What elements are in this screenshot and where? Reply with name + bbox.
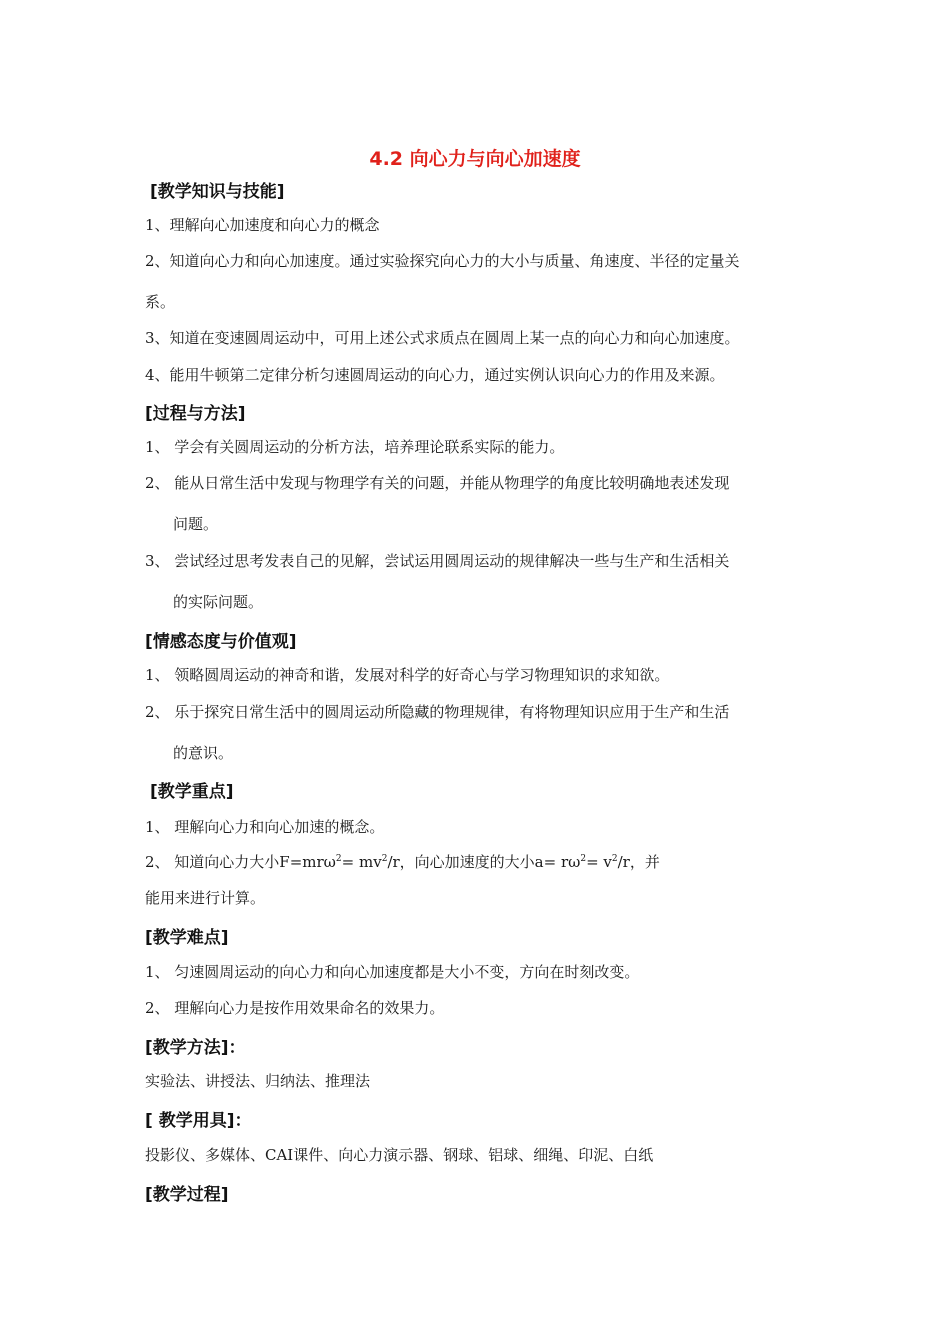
formula-suffix: /r，并 <box>617 853 660 871</box>
knowledge-item-1: 1、理解向心加速度和向心力的概念 <box>145 216 380 234</box>
knowledge-item-3: 3、知道在变速圆周运动中，可用上述公式求质点在圆周上某一点的向心力和向心加速度。 <box>145 329 740 347</box>
difficulty-item-1: 1、 匀速圆周运动的向心力和向心加速度都是大小不变，方向在时刻改变。 <box>145 963 640 981</box>
formula-force-mv: = mv <box>341 853 382 871</box>
formula-acceleration: /r，向心加速度的大小a= rω <box>387 853 581 871</box>
heading-knowledge-skills: [教学知识与技能] <box>150 182 285 202</box>
key-point-item-1: 1、 理解向心力和向心加速的概念。 <box>145 818 385 836</box>
knowledge-item-2: 2、知道向心力和向心加速度。通过实验探究向心力的大小与质量、角速度、半径的定量关 <box>145 252 740 270</box>
emotion-item-1: 1、 领略圆周运动的神奇和谐，发展对科学的好奇心与学习物理知识的求知欲。 <box>145 666 670 684</box>
key-point-item-2 <box>145 851 660 872</box>
process-item-1: 1、 学会有关圆周运动的分析方法，培养理论联系实际的能力。 <box>145 438 565 456</box>
teaching-methods-text: 实验法、讲授法、归纳法、推理法 <box>145 1072 371 1090</box>
heading-key-points: [教学重点] <box>150 782 234 802</box>
emotion-item-2: 2、 乐于探究日常生活中的圆周运动所隐藏的物理规律，有将物理知识应用于生产和生活 <box>145 703 730 721</box>
process-item-3: 3、 尝试经过思考发表自己的见解，尝试运用圆周运动的规律解决一些与生产和生活相关 <box>145 552 730 570</box>
page-title: 4.2 向心力与向心加速度 <box>369 148 581 170</box>
heading-teaching-tools: [ 教学用具]： <box>145 1111 252 1131</box>
key-point-item-2-continued: 能用来进行计算。 <box>145 889 266 907</box>
superscript-2: 2 <box>580 854 587 864</box>
heading-process-methods: [过程与方法] <box>145 404 246 424</box>
knowledge-item-2-continued: 系。 <box>145 293 176 311</box>
teaching-tools-text: 投影仪、多媒体、CAI课件、向心力演示器、钢球、铝球、细绳、印泥、白纸 <box>145 1146 654 1164</box>
heading-emotion-values: [情感态度与价值观] <box>145 632 297 652</box>
knowledge-item-4: 4、能用牛顿第二定律分析匀速圆周运动的向心力，通过实例认识向心力的作用及来源。 <box>145 366 725 384</box>
heading-difficulties: [教学难点] <box>145 928 229 948</box>
formula-acceleration-v: = v <box>586 853 612 871</box>
process-item-3-continued: 的实际问题。 <box>173 593 264 611</box>
superscript-2: 2 <box>381 854 388 864</box>
superscript-2: 2 <box>335 854 342 864</box>
heading-teaching-methods: [教学方法]： <box>145 1038 246 1058</box>
emotion-item-2-continued: 的意识。 <box>173 744 234 762</box>
formula-force-prefix: 2、 知道向心力大小F=mrω <box>145 853 336 871</box>
process-item-2-continued: 问题。 <box>173 515 219 533</box>
process-item-2: 2、 能从日常生活中发现与物理学有关的问题，并能从物理学的角度比较明确地表述发现 <box>145 474 730 492</box>
heading-teaching-process: [教学过程] <box>145 1185 229 1205</box>
superscript-2: 2 <box>611 854 618 864</box>
difficulty-item-2: 2、 理解向心力是按作用效果命名的效果力。 <box>145 999 445 1017</box>
